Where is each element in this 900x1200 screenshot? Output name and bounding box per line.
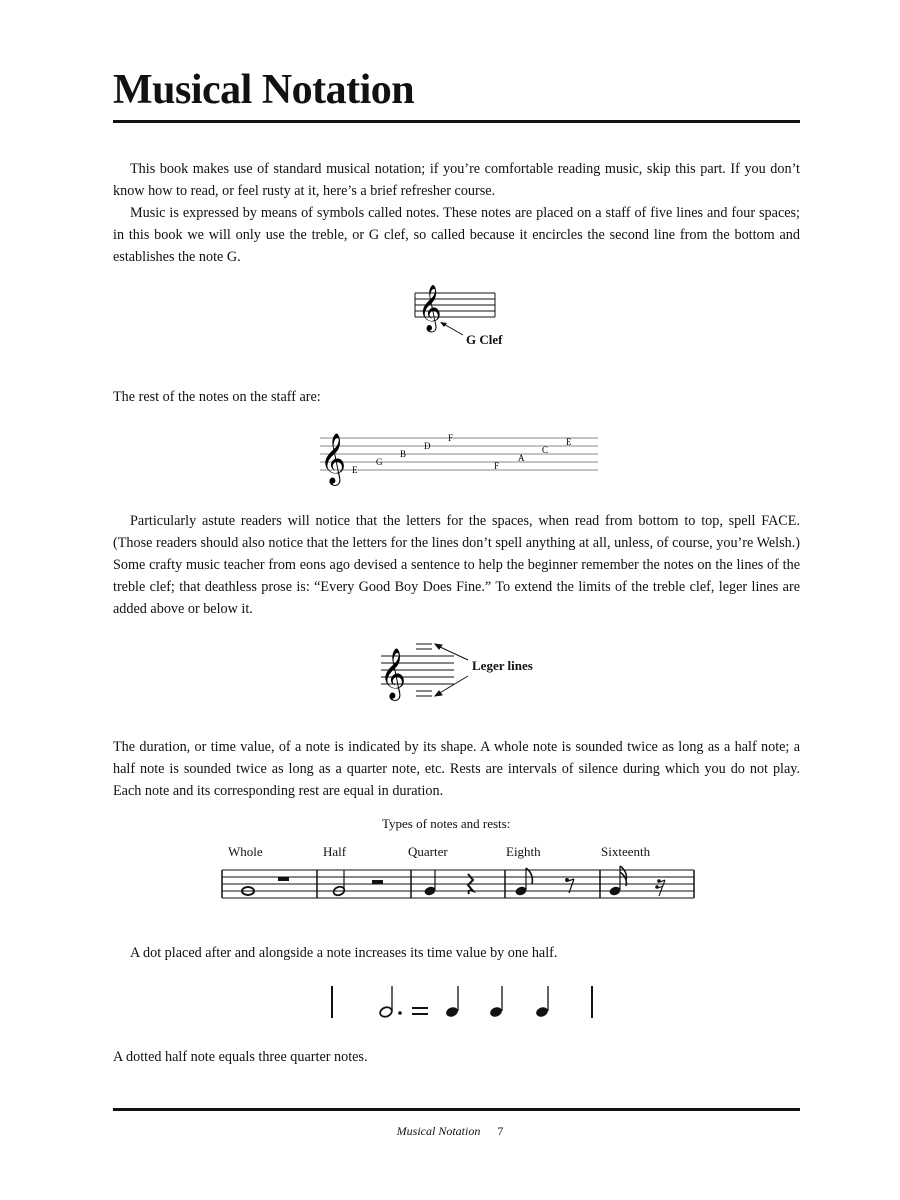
half-rest-icon <box>372 880 383 884</box>
note-label-d: D <box>424 441 431 451</box>
note-types-title: Types of notes and rests: <box>382 816 511 831</box>
quarter-note-icon <box>489 986 503 1018</box>
whole-rest-icon <box>278 877 289 881</box>
note-label-c: C <box>542 445 549 455</box>
face-paragraph: Particularly astute readers will notice that the letters for the spaces, when read from bottom to top, spell FACE. (Those readers should also notice that the letters for the lines don’t spell anything at all, unless, of course, you’re Welsh.) Some crafty music teacher from eons ago devised a sentence to help the beginner remember the notes on the lines of the treble clef; that deathless prose is: “Every Good Boy Does Fine.” To extend the limits of the treble clef, leger lines are added above or below it. <box>113 513 800 617</box>
note-label-e-top: E <box>566 437 572 447</box>
note-type-sixteenth: Sixteenth <box>601 844 651 859</box>
equals-icon <box>412 1008 428 1014</box>
note-type-eighth: Eighth <box>506 844 541 859</box>
g-clef-label: G Clef <box>466 332 503 347</box>
dot-paragraph: A dot placed after and alongside a note increases its time value by one half. <box>130 945 558 961</box>
page-number: 7 <box>497 1124 504 1138</box>
notes-paragraph: Music is expressed by means of symbols called notes. These notes are placed on a staff of five lines and four spaces; in this book we will only use the treble, or G clef, so called because it encircles the second line from the bottom and establishes the note G. <box>113 205 800 265</box>
dotted-half-equation-figure <box>326 982 598 1024</box>
note-type-half: Half <box>323 844 347 859</box>
note-label-b: B <box>400 449 407 459</box>
footer-rule <box>113 1108 800 1111</box>
note-label-f-low: F <box>494 461 500 471</box>
treble-clef-icon: 𝄞 <box>418 285 442 330</box>
page-title: Musical Notation <box>113 67 415 113</box>
sixteenth-rest-icon <box>655 879 665 896</box>
quarter-note-icon <box>423 870 436 897</box>
note-type-whole: Whole <box>228 844 263 859</box>
treble-clef-icon: 𝄞 <box>320 434 347 483</box>
dotted-half-note-icon <box>379 986 402 1018</box>
rest-of-notes-paragraph: The rest of the notes on the staff are: <box>113 389 321 405</box>
g-clef-figure <box>410 285 520 355</box>
quarter-note-icon <box>445 986 459 1018</box>
note-label-e: E <box>352 465 358 475</box>
page-footer <box>0 1124 900 1139</box>
leger-lines-label: Leger lines <box>472 658 533 673</box>
intro-paragraph: This book makes use of standard musical notation; if you’re comfortable reading music, skip this part. If you don’t know how to read, or feel rusty at it, here’s a brief refresher course. <box>113 161 800 199</box>
staff-notes-figure <box>318 428 608 483</box>
note-label-a: A <box>518 453 525 463</box>
sixteenth-note-icon <box>608 866 626 897</box>
eighth-note-icon <box>514 868 532 897</box>
footer-section-title: Musical Notation <box>396 1124 481 1138</box>
dotted-half-paragraph: A dotted half note equals three quarter notes. <box>113 1049 368 1065</box>
note-type-quarter: Quarter <box>408 844 448 859</box>
note-label-f-top: F <box>448 433 454 443</box>
duration-paragraph: The duration, or time value, of a note is indicated by its shape. A whole note is sounded twice as long as a half note; a half note is sounded twice as long as a quarter note, etc. Rests are intervals of silence during which you do not play. Each note and its corresponding rest are equal in duration. <box>113 739 800 799</box>
treble-clef-icon: 𝄞 <box>380 649 407 698</box>
quarter-note-icon <box>535 986 549 1018</box>
note-label-g: G <box>376 457 383 467</box>
note-types-figure <box>222 864 698 906</box>
half-note-icon <box>332 870 345 897</box>
title-rule <box>113 120 800 123</box>
